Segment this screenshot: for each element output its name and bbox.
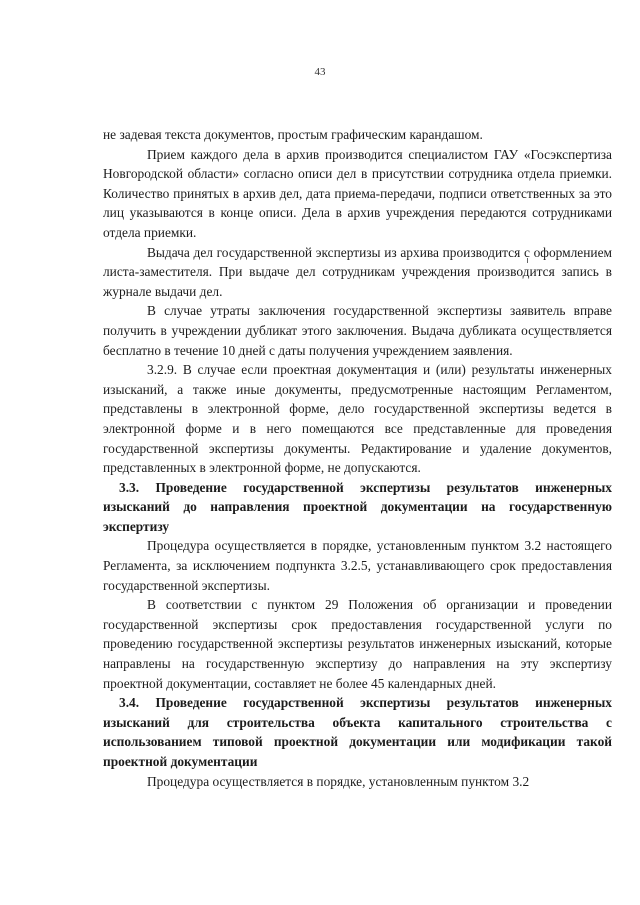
paragraph-continuation: не задевая текста документов, простым графическим карандашом.	[103, 127, 483, 142]
paragraph-3-2-9: 3.2.9. В случае если проектная документация и (или) результаты инженерных изысканий, а также иные документы, предусмотренные настоящим Регламентом, представлены в электронной форме, дело государственной экспертизы ведется в электронной форме и в него помещаются все представленные для проведения государственной экспертизы документы. Редактирование и удаление документов, представленных в электронной форме, не допускаются.	[103, 362, 612, 476]
paragraph-duplicate: В случае утраты заключения государственной экспертизы заявитель вправе получить в учреждении дубликат этого заключения. Выдача дубликата осуществляется бесплатно в течение 10 дней с даты получения учреждением заявления.	[103, 303, 612, 358]
paragraph-procedure-3-3: Процедура осуществляется в порядке, установленным пунктом 3.2 настоящего Регламента, за исключением подпункта 3.2.5, устанавливающего срок предоставления государственной экспертизы.	[103, 538, 612, 593]
paragraph-archive-intake: Прием каждого дела в архив производится специалистом ГАУ «Госэкспертиза Новгородской области» согласно описи дел в присутствии сотрудника отдела приемки. Количество принятых в архив дел, дата приема-передачи, подписи ответственных за это лиц указываются в конце описи. Дела в архив учреждения передаются сотрудниками отдела приемки.	[103, 146, 612, 240]
section-heading-3-4: 3.4. Проведение государственной экспертизы результатов инженерных изысканий для строительства объекта капитального строительства с использованием типовой проектной документации или модификации такой проектной документации	[103, 695, 612, 769]
document-body	[103, 125, 612, 791]
paragraph-archive-issue: Выдача дел государственной экспертизы из архива производится с оформлением листа-заместителя. При выдаче дел сотрудникам учреждения производится запись в журнале выдачи дел.	[103, 244, 612, 299]
paragraph-term-45-days: В соответствии с пунктом 29 Положения об организации и проведении государственной экспертизы срок предоставления государственной услуги по проведению государственной экспертизы результатов инженерных изысканий, которые направлены на государственную экспертизу до направления на эту экспертизу проектной документации, составляет не более 45 календарных дней.	[103, 597, 612, 691]
page-number: 43	[314, 66, 326, 78]
paragraph-procedure-3-4: Процедура осуществляется в порядке, установленным пунктом 3.2	[147, 773, 530, 789]
section-heading-3-3: 3.3. Проведение государственной экспертизы результатов инженерных изысканий до направления проектной документации на государственную экспертизу	[103, 479, 612, 534]
